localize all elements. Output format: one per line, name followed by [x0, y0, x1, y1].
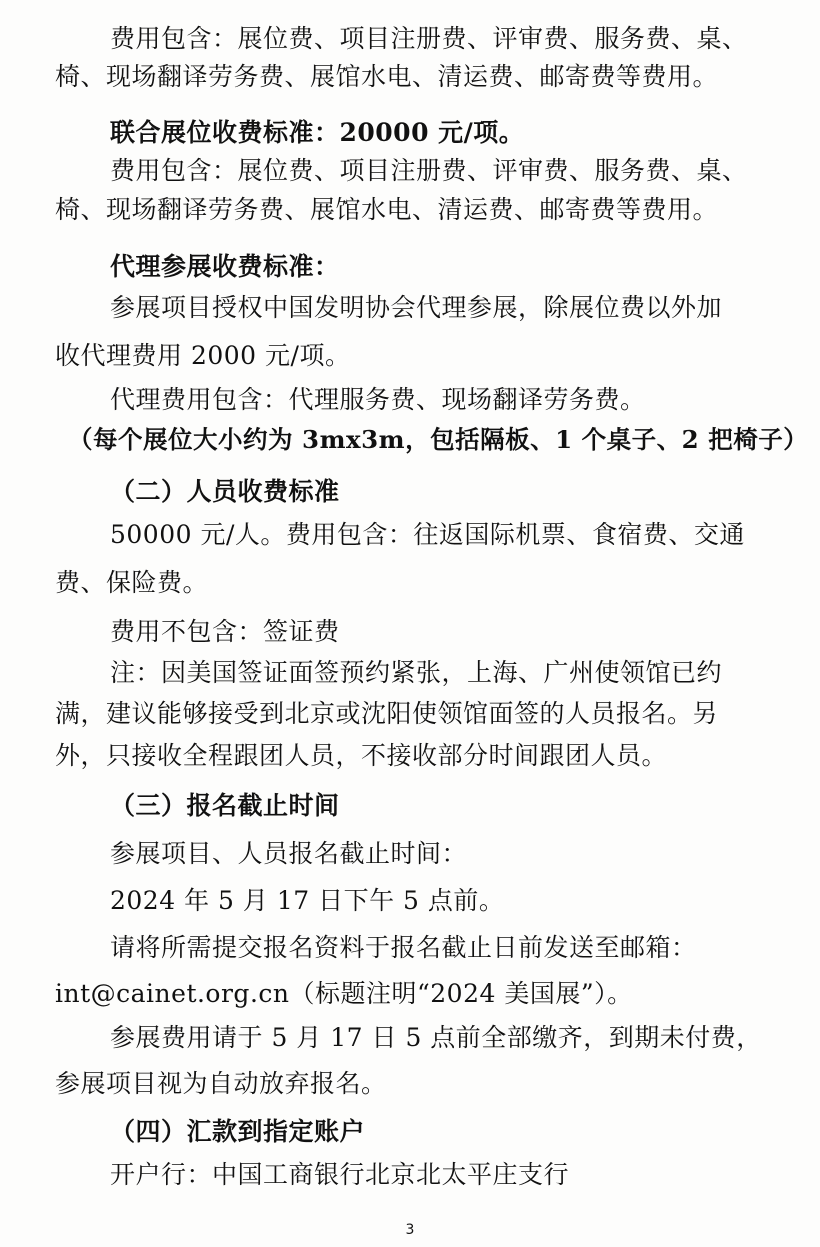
submission-instruction-line-1: 请将所需提交报名资料于报名截止日前发送至邮箱：	[110, 933, 697, 962]
booth-fee-includes-line-2: 椅、现场翻译劳务费、展馆水电、清运费、邮寄费等费用。	[55, 62, 719, 91]
section-3-heading: （三）报名截止时间	[110, 791, 340, 820]
joint-fee-includes-line-1: 费用包含：展位费、项目注册费、评审费、服务费、桌、	[110, 156, 748, 185]
booth-fee-includes-line-1: 费用包含：展位费、项目注册费、评审费、服务费、桌、	[110, 24, 748, 53]
payment-deadline-line-1: 参展费用请于 5 月 17 日 5 点前全部缴齐，到期未付费，	[110, 1023, 762, 1052]
deadline-label: 参展项目、人员报名截止时间：	[110, 839, 468, 868]
payment-deadline-line-2: 参展项目视为自动放弃报名。	[55, 1069, 387, 1098]
agency-fee-includes: 代理费用包含：代理服务费、现场翻译劳务费。	[110, 385, 646, 414]
agency-fee-standard-heading: 代理参展收费标准：	[110, 252, 340, 281]
agency-paragraph-line-1: 参展项目授权中国发明协会代理参展，除展位费以外加	[110, 293, 723, 322]
visa-note-line-3: 外，只接收全程跟团人员，不接收部分时间跟团人员。	[55, 741, 668, 770]
personnel-fee-line-2: 费、保险费。	[55, 568, 209, 597]
visa-note-line-2: 满，建议能够接受到北京或沈阳使领馆面签的人员报名。另	[55, 699, 719, 728]
fee-excludes: 费用不包含：签证费	[110, 617, 340, 646]
submission-instruction-line-2: int@cainet.org.cn（标题注明“2024 美国展”）。	[55, 979, 633, 1008]
agency-paragraph-line-2: 收代理费用 2000 元/项。	[55, 341, 351, 370]
page-number: 3	[405, 1222, 415, 1238]
personnel-fee-line-1: 50000 元/人。费用包含：往返国际机票、食宿费、交通	[110, 520, 745, 549]
deadline-date: 2024 年 5 月 17 日下午 5 点前。	[110, 886, 505, 915]
visa-note-line-1: 注：因美国签证面签预约紧张，上海、广州使领馆已约	[110, 658, 723, 687]
booth-size-note: （每个展位大小约为 3mx3m，包括隔板、1 个桌子、2 把椅子）	[68, 425, 809, 454]
section-4-heading: （四）汇款到指定账户	[110, 1117, 366, 1146]
section-2-heading: （二）人员收费标准	[110, 477, 340, 506]
joint-fee-includes-line-2: 椅、现场翻译劳务费、展馆水电、清运费、邮寄费等费用。	[55, 195, 719, 224]
joint-booth-fee-standard: 联合展位收费标准：20000 元/项。	[110, 118, 525, 147]
bank-name: 开户行：中国工商银行北京北太平庄支行	[110, 1160, 570, 1189]
